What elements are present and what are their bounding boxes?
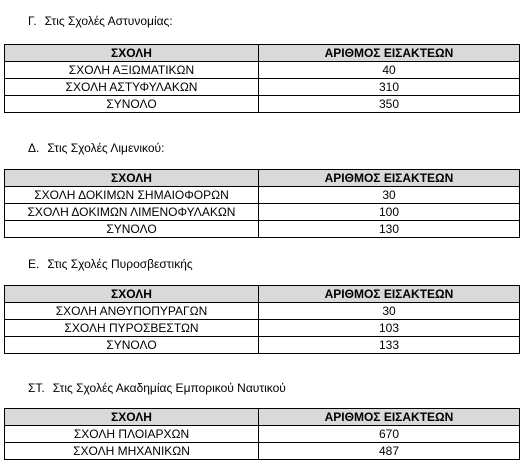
total-label-cell: ΣΥΝΟΛΟ [5, 96, 259, 113]
section-heading-coast-guard [28, 140, 164, 156]
table-row [5, 62, 520, 79]
school-name-cell: ΣΧΟΛΗ ΑΝΘΥΠΟΠΥΡΑΓΩΝ [5, 303, 259, 320]
admissions-cell: 670 [259, 426, 520, 443]
section-title: Στις Σχολές Αστυνομίας: [44, 14, 173, 28]
column-header-admissions: ΑΡΙΘΜΟΣ ΕΙΣΑΚΤΕΩΝ [259, 409, 520, 426]
section-heading-fire-service [28, 256, 193, 272]
column-header-school: ΣΧΟΛΗ [5, 45, 259, 62]
police-schools-table [4, 44, 520, 113]
table-row [5, 187, 520, 204]
table-row [5, 204, 520, 221]
school-name-cell: ΣΧΟΛΗ ΔΟΚΙΜΩΝ ΛΙΜΕΝΟΦΥΛΑΚΩΝ [5, 204, 259, 221]
column-header-admissions: ΑΡΙΘΜΟΣ ΕΙΣΑΚΤΕΩΝ [259, 286, 520, 303]
total-label-cell: ΣΥΝΟΛΟ [5, 221, 259, 238]
section-title: Στις Σχολές Ακαδημίας Εμπορικού Ναυτικού [52, 381, 286, 395]
admissions-cell: 40 [259, 62, 520, 79]
total-value-cell: 133 [259, 337, 520, 354]
admissions-cell: 30 [259, 187, 520, 204]
school-name-cell: ΣΧΟΛΗ ΑΣΤΥΦΥΛΑΚΩΝ [5, 79, 259, 96]
column-header-admissions: ΑΡΙΘΜΟΣ ΕΙΣΑΚΤΕΩΝ [259, 45, 520, 62]
section-title: Στις Σχολές Λιμενικού: [47, 141, 165, 155]
school-name-cell: ΣΧΟΛΗ ΠΛΟΙΑΡΧΩΝ [5, 426, 259, 443]
table-row [5, 79, 520, 96]
table-header-row [5, 45, 520, 62]
school-name-cell: ΣΧΟΛΗ ΔΟΚΙΜΩΝ ΣΗΜΑΙΟΦΟΡΩΝ [5, 187, 259, 204]
admissions-cell: 310 [259, 79, 520, 96]
school-name-cell: ΣΧΟΛΗ ΜΗΧΑΝΙΚΩΝ [5, 443, 259, 460]
coast-guard-schools-table [4, 169, 520, 238]
section-letter: ΣΤ. [28, 381, 45, 395]
column-header-school: ΣΧΟΛΗ [5, 286, 259, 303]
section-heading-police [28, 13, 173, 29]
merchant-marine-schools-table [4, 408, 520, 460]
section-heading-merchant-marine [28, 380, 286, 396]
section-letter: Δ. [28, 141, 40, 155]
table-row-total [5, 221, 520, 238]
table-header-row [5, 409, 520, 426]
table-row-total [5, 96, 520, 113]
section-letter: Γ. [28, 14, 37, 28]
column-header-school: ΣΧΟΛΗ [5, 170, 259, 187]
table-row [5, 426, 520, 443]
table-header-row [5, 170, 520, 187]
admissions-cell: 487 [259, 443, 520, 460]
section-letter: Ε. [28, 257, 40, 271]
section-title: Στις Σχολές Πυροσβεστικής [47, 257, 193, 271]
admissions-cell: 30 [259, 303, 520, 320]
total-value-cell: 130 [259, 221, 520, 238]
table-header-row [5, 286, 520, 303]
table-row [5, 303, 520, 320]
column-header-admissions: ΑΡΙΘΜΟΣ ΕΙΣΑΚΤΕΩΝ [259, 170, 520, 187]
total-label-cell: ΣΥΝΟΛΟ [5, 337, 259, 354]
school-name-cell: ΣΧΟΛΗ ΠΥΡΟΣΒΕΣΤΩΝ [5, 320, 259, 337]
table-row [5, 320, 520, 337]
admissions-cell: 100 [259, 204, 520, 221]
table-row [5, 443, 520, 460]
school-name-cell: ΣΧΟΛΗ ΑΞΙΩΜΑΤΙΚΩΝ [5, 62, 259, 79]
table-row-total [5, 337, 520, 354]
total-value-cell: 350 [259, 96, 520, 113]
admissions-cell: 103 [259, 320, 520, 337]
fire-service-schools-table [4, 285, 520, 354]
column-header-school: ΣΧΟΛΗ [5, 409, 259, 426]
